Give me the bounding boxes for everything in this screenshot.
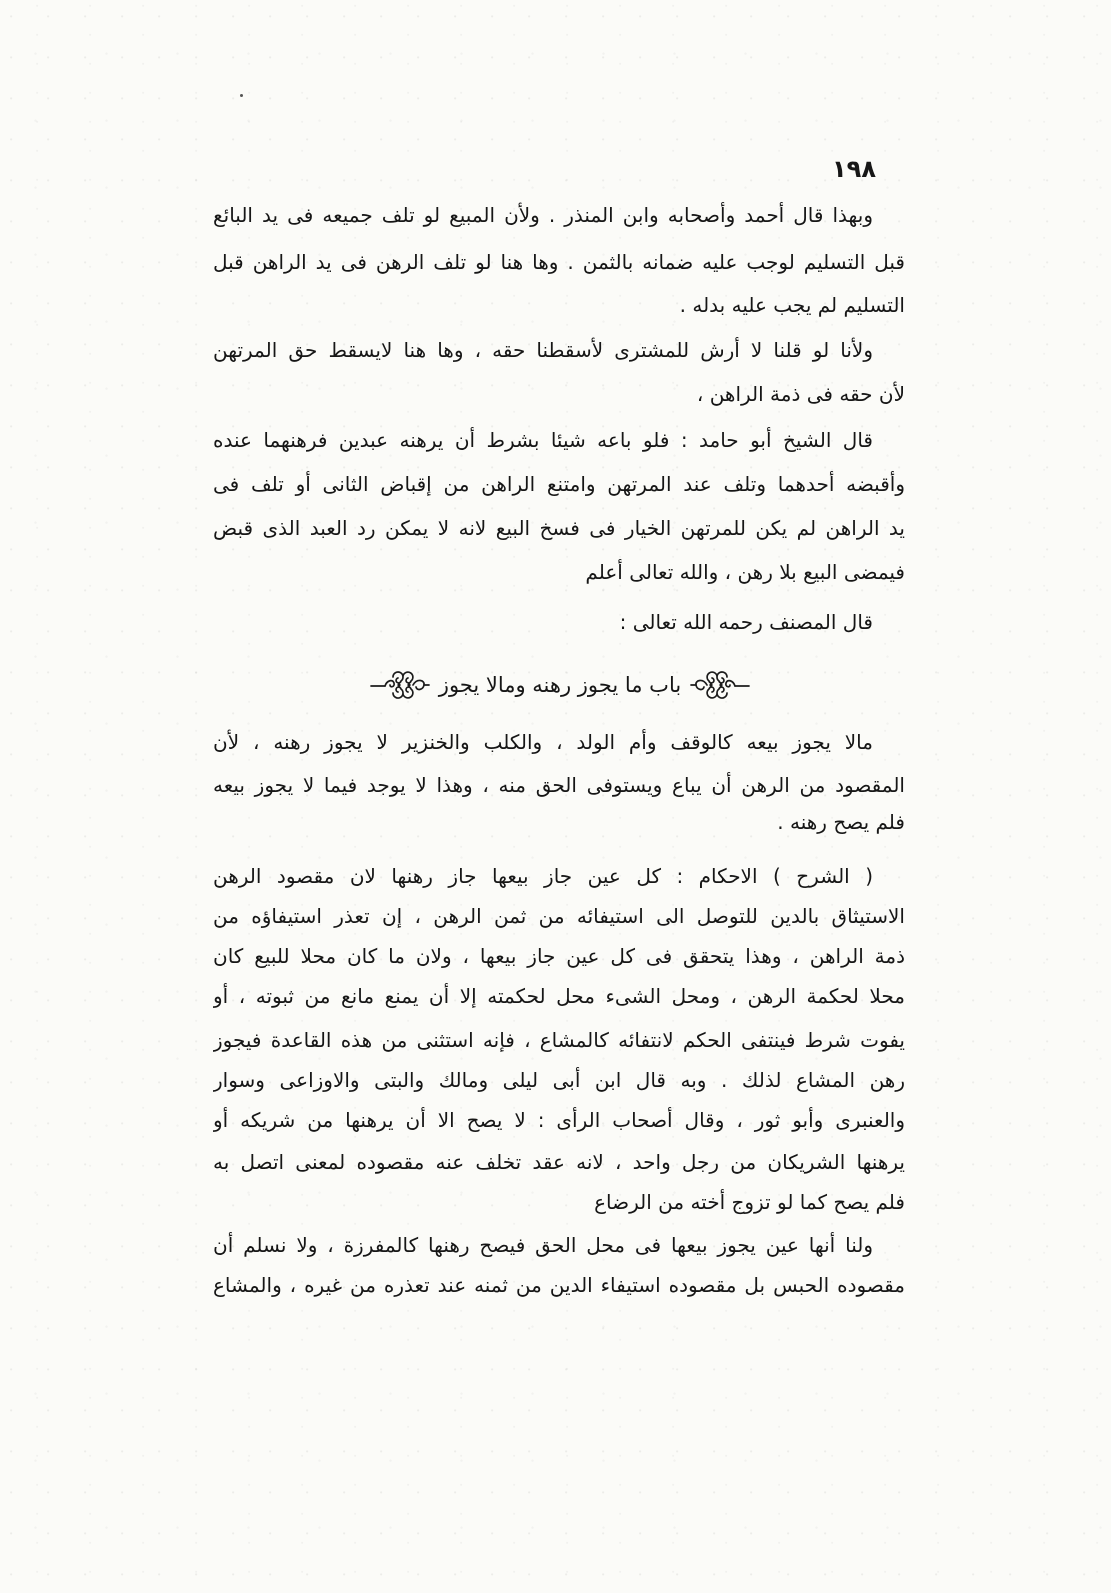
text-line [213, 1142, 905, 1182]
text-line-text: التسليم لم يجب عليه بدله . [679, 293, 905, 317]
text-line [213, 765, 905, 805]
text-line-text: ( الشرح ) الاحكام : كل عين جاز بيعها جاز رهنها لان مقصود الرهن [213, 864, 873, 888]
text-line [213, 896, 905, 936]
text-line [213, 420, 873, 460]
text-line [213, 976, 905, 1016]
text-line [213, 285, 905, 325]
text-line-text: ولنا أنها عين يجوز بيعها فى محل الحق فيصح رهنها كالمفرزة ، ولا نسلم أن [213, 1233, 873, 1257]
text-line-text: وأقبضه أحدهما وتلف عند المرتهن وامتنع الراهن من إقباض الثانى أو تلف فى [213, 472, 905, 496]
text-line [213, 802, 905, 842]
chapter-heading [290, 662, 830, 708]
text-line [213, 242, 905, 282]
text-line [213, 1060, 905, 1100]
text-line-text: لأن حقه فى ذمة الراهن ، [696, 382, 905, 406]
text-line [213, 508, 905, 548]
text-line-text: ذمة الراهن ، وهذا يتحقق فى كل عين جاز بيعها ، ولان ما كان محلا للبيع كان [213, 944, 905, 968]
text-line-text: محلا لحكمة الرهن ، ومحل الشىء محل لحكمته إلا أن يمنع مانع من ثبوته ، أو [213, 984, 905, 1008]
text-line-text: فلم يصح كما لو تزوج أخته من الرضاع [594, 1190, 905, 1214]
text-line [213, 1225, 873, 1265]
left-ornament-icon [369, 668, 431, 702]
text-line-text: والعنبرى وأبو ثور ، وقال أصحاب الرأى : لا يصح الا أن يرهنها من شريكه أو [213, 1108, 905, 1132]
text-line [213, 936, 905, 976]
right-ornament-icon [689, 668, 751, 702]
text-line-text: قال الشيخ أبو حامد : فلو باعه شيئا بشرط أن يرهنه عبدين فرهنهما عنده [213, 428, 873, 452]
text-line [213, 552, 905, 592]
text-line-text: ولأنا لو قلنا لا أرش للمشترى لأسقطنا حقه ، وها هنا لايسقط حق المرتهن [213, 338, 873, 362]
text-line [213, 602, 873, 642]
text-line [213, 1100, 905, 1140]
text-line [213, 464, 905, 504]
text-line-text: يفوت شرط فينتفى الحكم لانتفائه كالمشاع ، فإنه استثنى من هذه القاعدة فيجوز [213, 1028, 905, 1052]
text-line [213, 374, 905, 414]
text-line-text: الاستيثاق بالدين للتوصل الى استيفائه من ثمن الرهن ، إن تعذر استيفاؤه من [213, 904, 905, 928]
text-line-text: قال المصنف رحمه الله تعالى : [619, 610, 873, 634]
text-line-text: المقصود من الرهن أن يباع ويستوفى الحق منه ، وهذا لا يوجد فيما لا يجوز بيعه [213, 773, 905, 797]
text-line-text: قبل التسليم لوجب عليه ضمانه بالثمن . وها هنا لو تلف الرهن فى يد الراهن قبل [213, 250, 905, 274]
text-line [213, 856, 873, 896]
text-line-text: مقصوده الحبس بل مقصوده استيفاء الدين من ثمنه عند تعذره من غيره ، والمشاع [213, 1273, 905, 1297]
text-line-text: فيمضى البيع بلا رهن ، والله تعالى أعلم [585, 560, 905, 584]
text-line-text: وبهذا قال أحمد وأصحابه وابن المنذر . ولأن المبيع لو تلف جميعه فى يد البائع [213, 203, 873, 227]
text-line-text: فلم يصح رهنه . [777, 810, 905, 834]
text-line-text: يد الراهن لم يكن للمرتهن الخيار فى فسخ البيع لانه لا يمكن رد العبد الذى قبض [213, 516, 905, 540]
text-line [213, 195, 873, 235]
page-number: ١٩٨ [832, 155, 876, 183]
text-line [213, 1020, 905, 1060]
text-line-text: يرهنها الشريكان من رجل واحد ، لانه عقد تخلف عنه مقصوده لمعنى اتصل به [213, 1150, 905, 1174]
text-line [213, 722, 873, 762]
text-line [213, 330, 873, 370]
text-line-text: مالا يجوز بيعه كالوقف وأم الولد ، والكلب والخنزير لا يجوز رهنه ، لأن [213, 730, 873, 754]
text-line [213, 1182, 905, 1222]
text-line-text: رهن المشاع لذلك . وبه قال ابن أبى ليلى ومالك والبتى والاوزاعى وسوار [213, 1068, 905, 1092]
scan-speck [240, 94, 243, 97]
chapter-heading-title: باب ما يجوز رهنه ومالا يجوز [438, 673, 682, 697]
text-line [213, 1265, 905, 1305]
